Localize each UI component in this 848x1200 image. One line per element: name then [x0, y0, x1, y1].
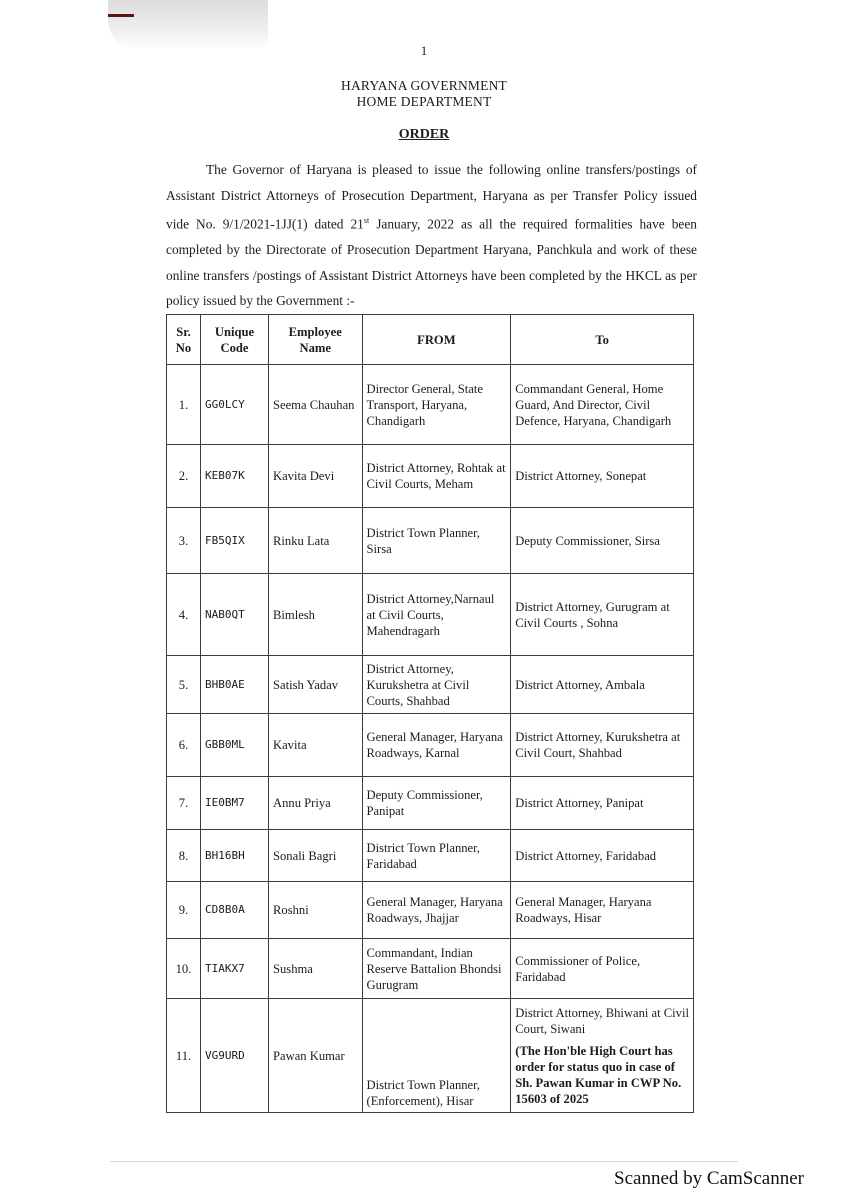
header-unique-code: Unique Code — [201, 315, 269, 365]
cell-from: Commandant, Indian Reserve Battalion Bhondsi Gurugram — [362, 939, 511, 999]
cell-sr: 10. — [167, 939, 201, 999]
cell-code: FB5QIX — [201, 508, 269, 574]
cell-from: District Town Planner, Sirsa — [362, 508, 511, 574]
table-header-row — [167, 315, 694, 365]
cell-from: District Town Planner, (Enforcement), Hisar — [362, 999, 511, 1113]
cell-to: District Attorney, Ambala — [511, 656, 694, 714]
cell-to: District Attorney, Gurugram at Civil Courts , Sohna — [511, 574, 694, 656]
cell-to — [511, 999, 694, 1113]
cell-from: District Attorney, Kurukshetra at Civil Courts, Shahbad — [362, 656, 511, 714]
table-row — [167, 508, 694, 574]
cell-code: TIAKX7 — [201, 939, 269, 999]
cell-code: IE0BM7 — [201, 777, 269, 830]
cell-from: Deputy Commissioner, Panipat — [362, 777, 511, 830]
cell-to: District Attorney, Faridabad — [511, 830, 694, 882]
table-row — [167, 656, 694, 714]
cell-sr: 4. — [167, 574, 201, 656]
cell-to-text: District Attorney, Bhiwani at Civil Court, Siwani — [515, 1005, 689, 1036]
cell-code: BHB0AE — [201, 656, 269, 714]
footer-rule — [110, 1161, 738, 1162]
table-row — [167, 714, 694, 777]
heading-department: HOME DEPARTMENT — [356, 94, 492, 109]
table-row — [167, 365, 694, 445]
scan-edge-mark — [108, 14, 134, 17]
cell-name: Sonali Bagri — [269, 830, 363, 882]
cell-from: Director General, State Transport, Haryana, Chandigarh — [362, 365, 511, 445]
cell-code: KEB07K — [201, 445, 269, 508]
cell-sr: 7. — [167, 777, 201, 830]
header-from: FROM — [362, 315, 511, 365]
intro-text-part2: January, 2022 as all the required formalities have been completed by the Directorate of Prosecution Department Haryana, Panchkula and work of these online transfers /postings of Assistant District Attorneys have been completed by the HKCL as per policy issued by the Government :- — [166, 216, 697, 309]
cell-code: BH16BH — [201, 830, 269, 882]
cell-sr: 5. — [167, 656, 201, 714]
cell-name: Rinku Lata — [269, 508, 363, 574]
cell-sr: 6. — [167, 714, 201, 777]
cell-sr: 2. — [167, 445, 201, 508]
cell-from: District Attorney,Narnaul at Civil Courts, Mahendragarh — [362, 574, 511, 656]
cell-code: GG0LCY — [201, 365, 269, 445]
page-number: 1 — [420, 43, 428, 58]
cell-to: Deputy Commissioner, Sirsa — [511, 508, 694, 574]
cell-name: Kavita Devi — [269, 445, 363, 508]
table-row — [167, 830, 694, 882]
intro-paragraph — [166, 157, 697, 314]
table-row — [167, 999, 694, 1113]
cell-name: Seema Chauhan — [269, 365, 363, 445]
heading-government: HARYANA GOVERNMENT — [341, 78, 507, 93]
cell-from: District Town Planner, Faridabad — [362, 830, 511, 882]
court-status-note: (The Hon'ble High Court has order for status quo in case of Sh. Pawan Kumar in CWP No. 15603 of 2025 — [515, 1043, 682, 1106]
cell-to: Commandant General, Home Guard, And Director, Civil Defence, Haryana, Chandigarh — [511, 365, 694, 445]
cell-name: Bimlesh — [269, 574, 363, 656]
cell-from: General Manager, Haryana Roadways, Jhajjar — [362, 882, 511, 939]
cell-sr: 9. — [167, 882, 201, 939]
cell-to: District Attorney, Panipat — [511, 777, 694, 830]
header-to: To — [511, 315, 694, 365]
order-title: ORDER — [398, 127, 450, 142]
cell-name: Annu Priya — [269, 777, 363, 830]
cell-to: District Attorney, Sonepat — [511, 445, 694, 508]
table-row — [167, 882, 694, 939]
cell-sr: 11. — [167, 999, 201, 1113]
cell-code: VG9URD — [201, 999, 269, 1113]
cell-name: Pawan Kumar — [269, 999, 363, 1113]
cell-code: NAB0QT — [201, 574, 269, 656]
scanner-watermark: Scanned by CamScanner — [614, 1168, 804, 1189]
cell-name: Sushma — [269, 939, 363, 999]
table-row — [167, 939, 694, 999]
table-row — [167, 777, 694, 830]
cell-to: District Attorney, Kurukshetra at Civil Court, Shahbad — [511, 714, 694, 777]
cell-sr: 8. — [167, 830, 201, 882]
header-sr-no: Sr. No — [167, 315, 201, 365]
intro-superscript: st — [363, 216, 370, 226]
cell-from: General Manager, Haryana Roadways, Karnal — [362, 714, 511, 777]
table-row — [167, 574, 694, 656]
cell-name: Kavita — [269, 714, 363, 777]
cell-sr: 3. — [167, 508, 201, 574]
cell-from: District Attorney, Rohtak at Civil Courts, Meham — [362, 445, 511, 508]
cell-to: Commissioner of Police, Faridabad — [511, 939, 694, 999]
cell-code: GBB0ML — [201, 714, 269, 777]
cell-name: Roshni — [269, 882, 363, 939]
cell-name: Satish Yadav — [269, 656, 363, 714]
intro-text-part1: The Governor of Haryana is pleased to issue the following online transfers/postings of Assistant District Attorneys of Prosecution Department, Haryana as per Transfer Policy issued vide No. 9/1/2021-1JJ(1) dated 21 — [166, 162, 697, 232]
transfers-table — [166, 314, 694, 1113]
table-row — [167, 445, 694, 508]
cell-code: CD8B0A — [201, 882, 269, 939]
cell-sr: 1. — [167, 365, 201, 445]
cell-to: General Manager, Haryana Roadways, Hisar — [511, 882, 694, 939]
header-employee-name: Employee Name — [269, 315, 363, 365]
